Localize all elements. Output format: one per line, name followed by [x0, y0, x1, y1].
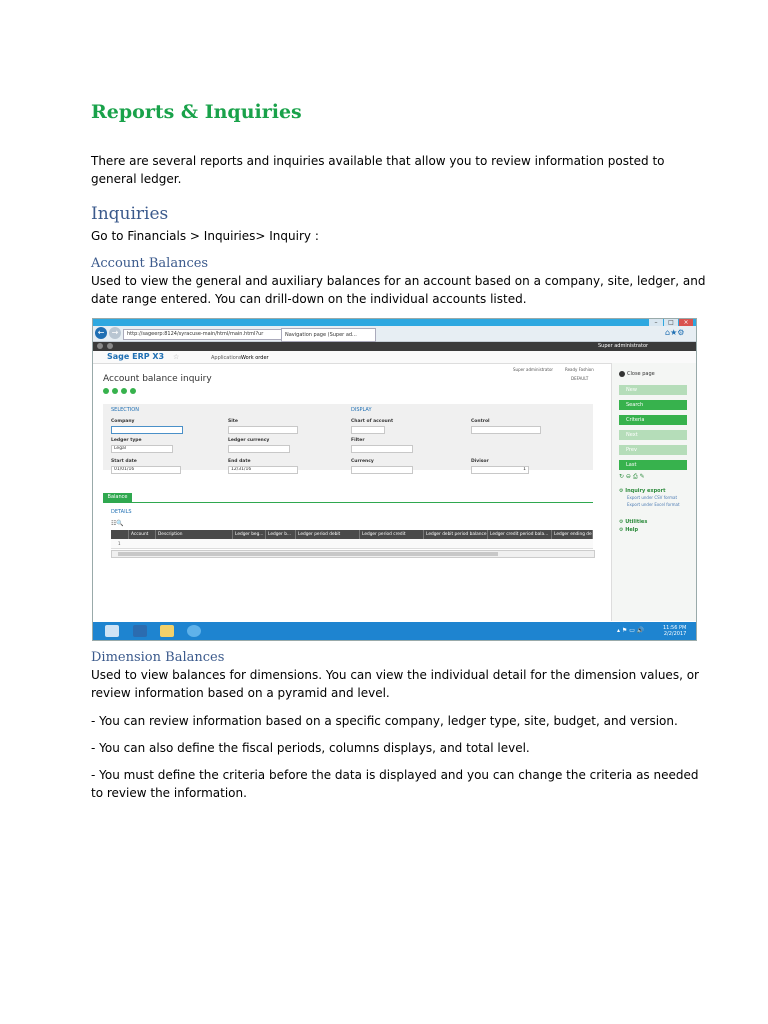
- app-header: [93, 351, 696, 364]
- forward-icon[interactable]: →: [109, 327, 121, 339]
- grid-search-icon[interactable]: ☷🔍: [111, 520, 124, 527]
- navigation-path: Go to Financials > Inquiries> Inquiry :: [91, 229, 319, 243]
- start-date-label: Start date: [111, 459, 137, 464]
- col-debit-balance[interactable]: Ledger debit period balance: [426, 532, 487, 537]
- browser-tab[interactable]: Navigation page (Super ad...: [281, 328, 376, 342]
- col-period-credit[interactable]: Ledger period credit: [360, 530, 424, 539]
- end-date-field[interactable]: 12/31/16: [228, 466, 298, 474]
- ledger-type-select[interactable]: Legal: [111, 445, 173, 453]
- col-ending-debit[interactable]: Ledger ending de: [554, 532, 592, 537]
- inquiry-export-label: Inquiry export: [625, 488, 666, 494]
- window-titlebar: [93, 319, 696, 326]
- row-header: [111, 530, 129, 539]
- bullet-3-line-2: to review the information.: [91, 786, 247, 800]
- sage-top-bar: [93, 342, 696, 351]
- next-icon[interactable]: [121, 388, 127, 394]
- clock[interactable]: [663, 625, 686, 637]
- clock-date: 2/2/2017: [663, 631, 687, 637]
- filter-label: Filter: [351, 438, 365, 443]
- first-icon[interactable]: [103, 388, 109, 394]
- sage-logo: Sage ERP X3: [107, 352, 165, 361]
- divisor-field[interactable]: 1: [471, 466, 529, 474]
- search-button[interactable]: Search: [619, 400, 687, 410]
- utilities-link[interactable]: ⚙ Utilities: [619, 519, 648, 525]
- bullet-3-line-1: - You must define the criteria before the data is displayed and you can change the criteria as needed: [91, 768, 699, 782]
- tray-icons[interactable]: ▴ ⚑ ▭ 🔊: [617, 627, 645, 634]
- col-ledger-b[interactable]: Ledger b...: [266, 530, 296, 539]
- export-excel-link[interactable]: Export under Excel format: [627, 502, 680, 507]
- last-button[interactable]: Last: [619, 460, 687, 470]
- ledger-currency-label: Ledger currency: [228, 438, 270, 443]
- minimize-icon[interactable]: –: [649, 319, 663, 326]
- currency-field[interactable]: [351, 466, 413, 474]
- scrollbar-thumb[interactable]: [118, 552, 498, 556]
- account-balances-paragraph: [91, 272, 705, 308]
- filter-select[interactable]: [351, 445, 413, 453]
- start-date-field[interactable]: 01/01/16: [111, 466, 181, 474]
- ready-fashion-link[interactable]: Ready Fashion: [565, 367, 594, 372]
- action-panel: [611, 363, 697, 621]
- star-icon[interactable]: ☆: [173, 353, 180, 361]
- currency-label: Currency: [351, 459, 374, 464]
- display-section: DISPLAY: [351, 407, 372, 413]
- windows-taskbar: [93, 622, 696, 640]
- user-name: Super administrator: [598, 343, 649, 349]
- dimension-balances-heading: Dimension Balances: [91, 650, 225, 665]
- chart-label: Chart of account: [351, 419, 394, 424]
- balance-tab[interactable]: Balance: [103, 493, 132, 502]
- intro-paragraph: [91, 152, 665, 188]
- prev-button[interactable]: Prev: [619, 445, 687, 455]
- site-label: Site: [228, 419, 238, 424]
- back-icon[interactable]: ←: [95, 327, 107, 339]
- col-ledger-beg[interactable]: Ledger beg...: [233, 530, 266, 539]
- user-icon[interactable]: [97, 343, 103, 349]
- criteria-button[interactable]: Criteria: [619, 415, 687, 425]
- export-csv-link[interactable]: Export under CSV format: [627, 495, 678, 500]
- close-icon[interactable]: ×: [679, 319, 693, 326]
- row-number: 1: [118, 541, 121, 546]
- selection-section: SELECTION: [111, 407, 139, 413]
- end-date-label: End date: [228, 459, 251, 464]
- server-manager-icon[interactable]: [105, 625, 119, 637]
- inquiry-export-link[interactable]: ⚙ Inquiry export: [619, 488, 666, 494]
- intro-line-1: There are several reports and inquiries available that allow you to review information posted to: [91, 154, 665, 168]
- col-account[interactable]: Account: [129, 530, 156, 539]
- dimension-line-1: Used to view balances for dimensions. You can view the individual detail for the dimension values, or: [91, 668, 699, 682]
- divisor-label: Divisor: [471, 459, 489, 464]
- settings-icon[interactable]: [107, 343, 113, 349]
- bullet-1: - You can review information based on a specific company, ledger type, site, budget, and version.: [91, 714, 678, 728]
- dimension-paragraph: [91, 666, 699, 702]
- details-section: DETAILS: [111, 509, 132, 515]
- next-button[interactable]: Next: [619, 430, 687, 440]
- work-order-link[interactable]: Work order: [241, 355, 269, 361]
- account-line-1: Used to view the general and auxiliary balances for an account based on a company, site, ledger, and: [91, 274, 706, 288]
- default-dropdown[interactable]: DEFAULT: [571, 376, 589, 381]
- ledger-type-label: Ledger type: [111, 438, 142, 443]
- toolbar-icons[interactable]: ↻ ⊖ ⎙ ✎: [619, 473, 645, 480]
- details-table-header: [111, 530, 593, 539]
- powershell-icon[interactable]: [133, 625, 147, 637]
- account-line-2: date range entered. You can drill-down on the individual accounts listed.: [91, 292, 527, 306]
- erp-screenshot: [92, 318, 697, 641]
- home-star-gear-icon[interactable]: ⌂★⚙: [665, 328, 685, 337]
- dimension-line-2: review information based on a pyramid and level.: [91, 686, 390, 700]
- site-field[interactable]: [228, 426, 298, 434]
- inquiries-heading: Inquiries: [91, 204, 169, 224]
- intro-line-2: general ledger.: [91, 172, 182, 186]
- url-input[interactable]: http://sageerp:8124/syracuse-main/html/main.html?ur: [123, 329, 283, 340]
- account-balances-heading: Account Balances: [91, 256, 209, 271]
- prev-icon[interactable]: [112, 388, 118, 394]
- address-bar: [93, 326, 696, 342]
- col-period-debit[interactable]: Ledger period debit: [296, 530, 360, 539]
- internet-explorer-icon[interactable]: [187, 625, 201, 637]
- control-label: Control: [471, 419, 490, 424]
- file-explorer-icon[interactable]: [160, 625, 174, 637]
- page-heading: Reports & Inquiries: [91, 101, 302, 123]
- company-label: Company: [111, 419, 135, 424]
- utilities-label: Utilities: [625, 519, 648, 525]
- clock-time: 11:56 PM: [663, 625, 687, 631]
- col-credit-balance[interactable]: Ledger credit period bala...: [488, 530, 552, 539]
- table-row[interactable]: [111, 539, 593, 549]
- horizontal-scrollbar[interactable]: [111, 550, 595, 558]
- close-page-link[interactable]: Close page: [627, 371, 655, 377]
- company-field[interactable]: [111, 426, 183, 434]
- help-link[interactable]: ⚙ Help: [619, 527, 639, 533]
- col-description[interactable]: Description: [156, 530, 233, 539]
- close-page-icon[interactable]: [619, 371, 625, 377]
- inquiry-title: Account balance inquiry: [103, 374, 212, 384]
- bullet-3: [91, 766, 698, 802]
- ledger-currency-field[interactable]: [228, 445, 290, 453]
- applications-link[interactable]: Applications: [211, 355, 242, 361]
- chart-field[interactable]: [351, 426, 385, 434]
- control-field[interactable]: [471, 426, 541, 434]
- criteria-panel: [103, 404, 593, 470]
- super-admin-link[interactable]: Super administrator: [513, 367, 554, 372]
- bullet-2: - You can also define the fiscal periods, columns displays, and total level.: [91, 741, 530, 755]
- maximize-icon[interactable]: □: [664, 319, 678, 326]
- help-label: Help: [625, 527, 639, 533]
- last-icon[interactable]: [130, 388, 136, 394]
- new-button[interactable]: New: [619, 385, 687, 395]
- tab-divider: [103, 502, 593, 503]
